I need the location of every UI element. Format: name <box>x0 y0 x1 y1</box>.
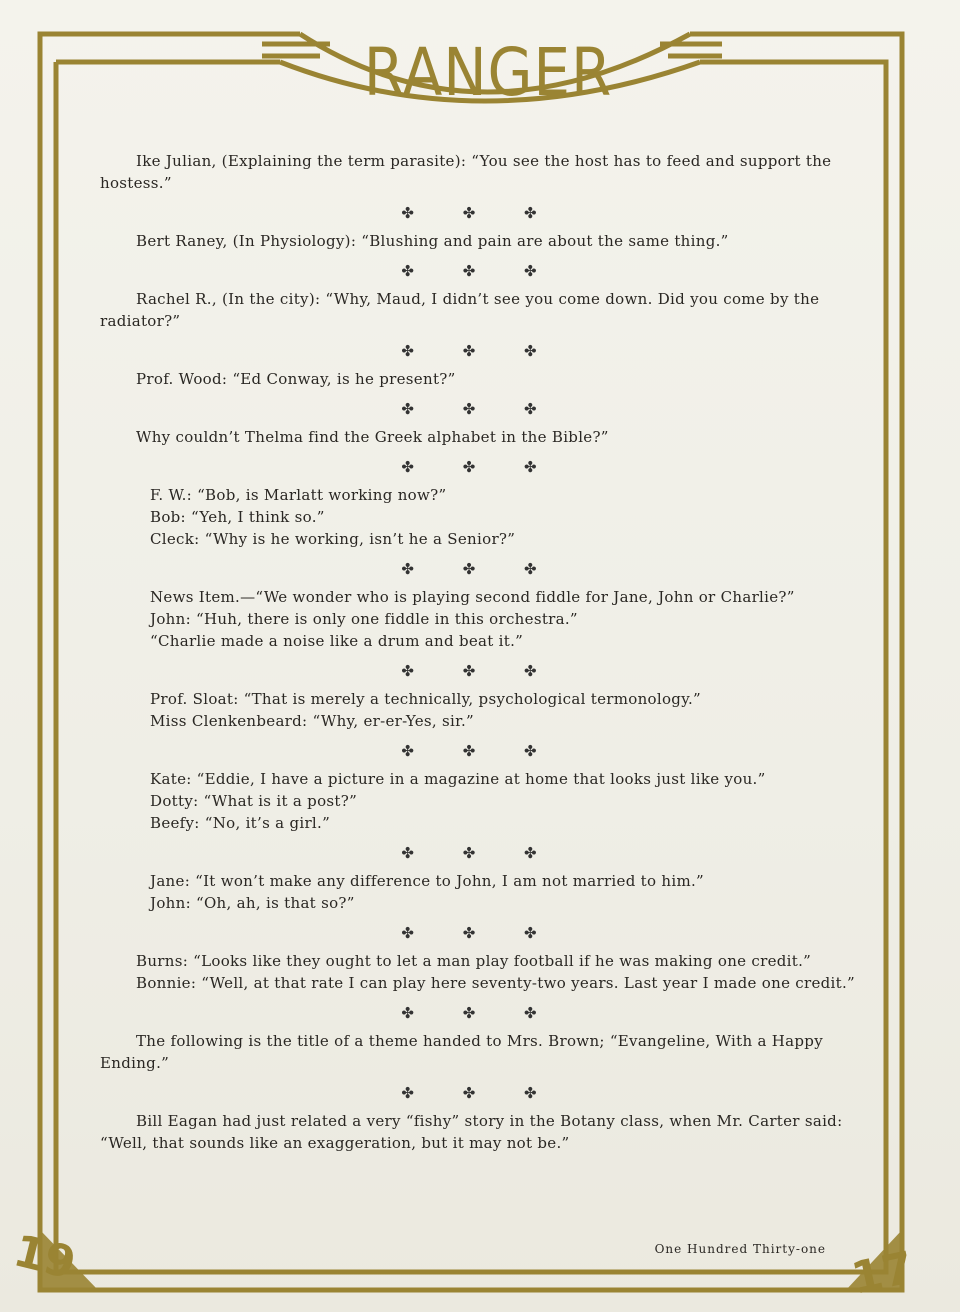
publication-title: RANGER <box>363 34 613 111</box>
separator-11: ✤ ✤ ✤ <box>401 1004 559 1022</box>
separator-12: ✤ ✤ ✤ <box>401 1084 559 1102</box>
dialogue-line: “Charlie made a noise like a drum and beat it.” <box>150 632 524 650</box>
dialogue-line: Cleck: “Why is he working, isn’t he a Senior?” <box>150 530 516 548</box>
separator-1: ✤ ✤ ✤ <box>401 204 559 222</box>
dialogue-line: Miss Clenkenbeard: “Why, er-er-Yes, sir.” <box>150 712 475 730</box>
joke-6 <box>150 484 860 550</box>
dialogue-line: News Item.—“We wonder who is playing second fiddle for Jane, John or Charlie?” <box>150 588 795 606</box>
joke-1: Ike Julian, (Explaining the term parasite): “You see the host has to feed and support the hostess.” <box>100 152 832 192</box>
separator-8: ✤ ✤ ✤ <box>401 742 559 760</box>
separator-4: ✤ ✤ ✤ <box>401 400 559 418</box>
separator-3: ✤ ✤ ✤ <box>401 342 559 360</box>
page-number-label: One Hundred Thirty-one <box>654 1242 826 1256</box>
jokes-column <box>100 150 860 1154</box>
joke-12: The following is the title of a theme handed to Mrs. Brown; “Evangeline, With a Happy Ending.” <box>100 1032 823 1072</box>
separator-7: ✤ ✤ ✤ <box>401 662 559 680</box>
joke-2: Bert Raney, (In Physiology): “Blushing and pain are about the same thing.” <box>136 232 729 250</box>
separator-2: ✤ ✤ ✤ <box>401 262 559 280</box>
dialogue-line: Beefy: “No, it’s a girl.” <box>150 814 331 832</box>
joke-11-burns: Burns: “Looks like they ought to let a man play football if he was making one credit.” <box>136 952 812 970</box>
dialogue-line: F. W.: “Bob, is Marlatt working now?” <box>150 486 447 504</box>
joke-9 <box>150 768 860 834</box>
joke-4: Prof. Wood: “Ed Conway, is he present?” <box>136 370 456 388</box>
joke-3: Rachel R., (In the city): “Why, Maud, I didn’t see you come down. Did you come by the radiator?” <box>100 290 820 330</box>
year-prefix: 19 <box>8 1225 81 1290</box>
separator-10: ✤ ✤ ✤ <box>401 924 559 942</box>
joke-7 <box>150 586 860 652</box>
joke-11-bonnie: Bonnie: “Well, at that rate I can play here seventy-two years. Last year I made one credit.” <box>136 974 856 992</box>
dialogue-line: Prof. Sloat: “That is merely a technically, psychological termonology.” <box>150 690 702 708</box>
separator-9: ✤ ✤ ✤ <box>401 844 559 862</box>
dialogue-line: John: “Huh, there is only one fiddle in this orchestra.” <box>150 610 578 628</box>
joke-8 <box>150 688 860 732</box>
separator-6: ✤ ✤ ✤ <box>401 560 559 578</box>
joke-13: Bill Eagan had just related a very “fishy” story in the Botany class, when Mr. Carter said: “Well, that sounds like an exaggeration, but it may not be.” <box>100 1112 843 1152</box>
year-suffix: 17 <box>847 1242 918 1305</box>
dialogue-line: John: “Oh, ah, is that so?” <box>150 894 355 912</box>
separator-5: ✤ ✤ ✤ <box>401 458 559 476</box>
joke-10 <box>150 870 860 914</box>
dialogue-line: Kate: “Eddie, I have a picture in a magazine at home that looks just like you.” <box>150 770 766 788</box>
dialogue-line: Jane: “It won’t make any difference to John, I am not married to him.” <box>150 872 705 890</box>
dialogue-line: Dotty: “What is it a post?” <box>150 792 358 810</box>
joke-5: Why couldn’t Thelma find the Greek alphabet in the Bible?” <box>136 428 609 446</box>
dialogue-line: Bob: “Yeh, I think so.” <box>150 508 325 526</box>
